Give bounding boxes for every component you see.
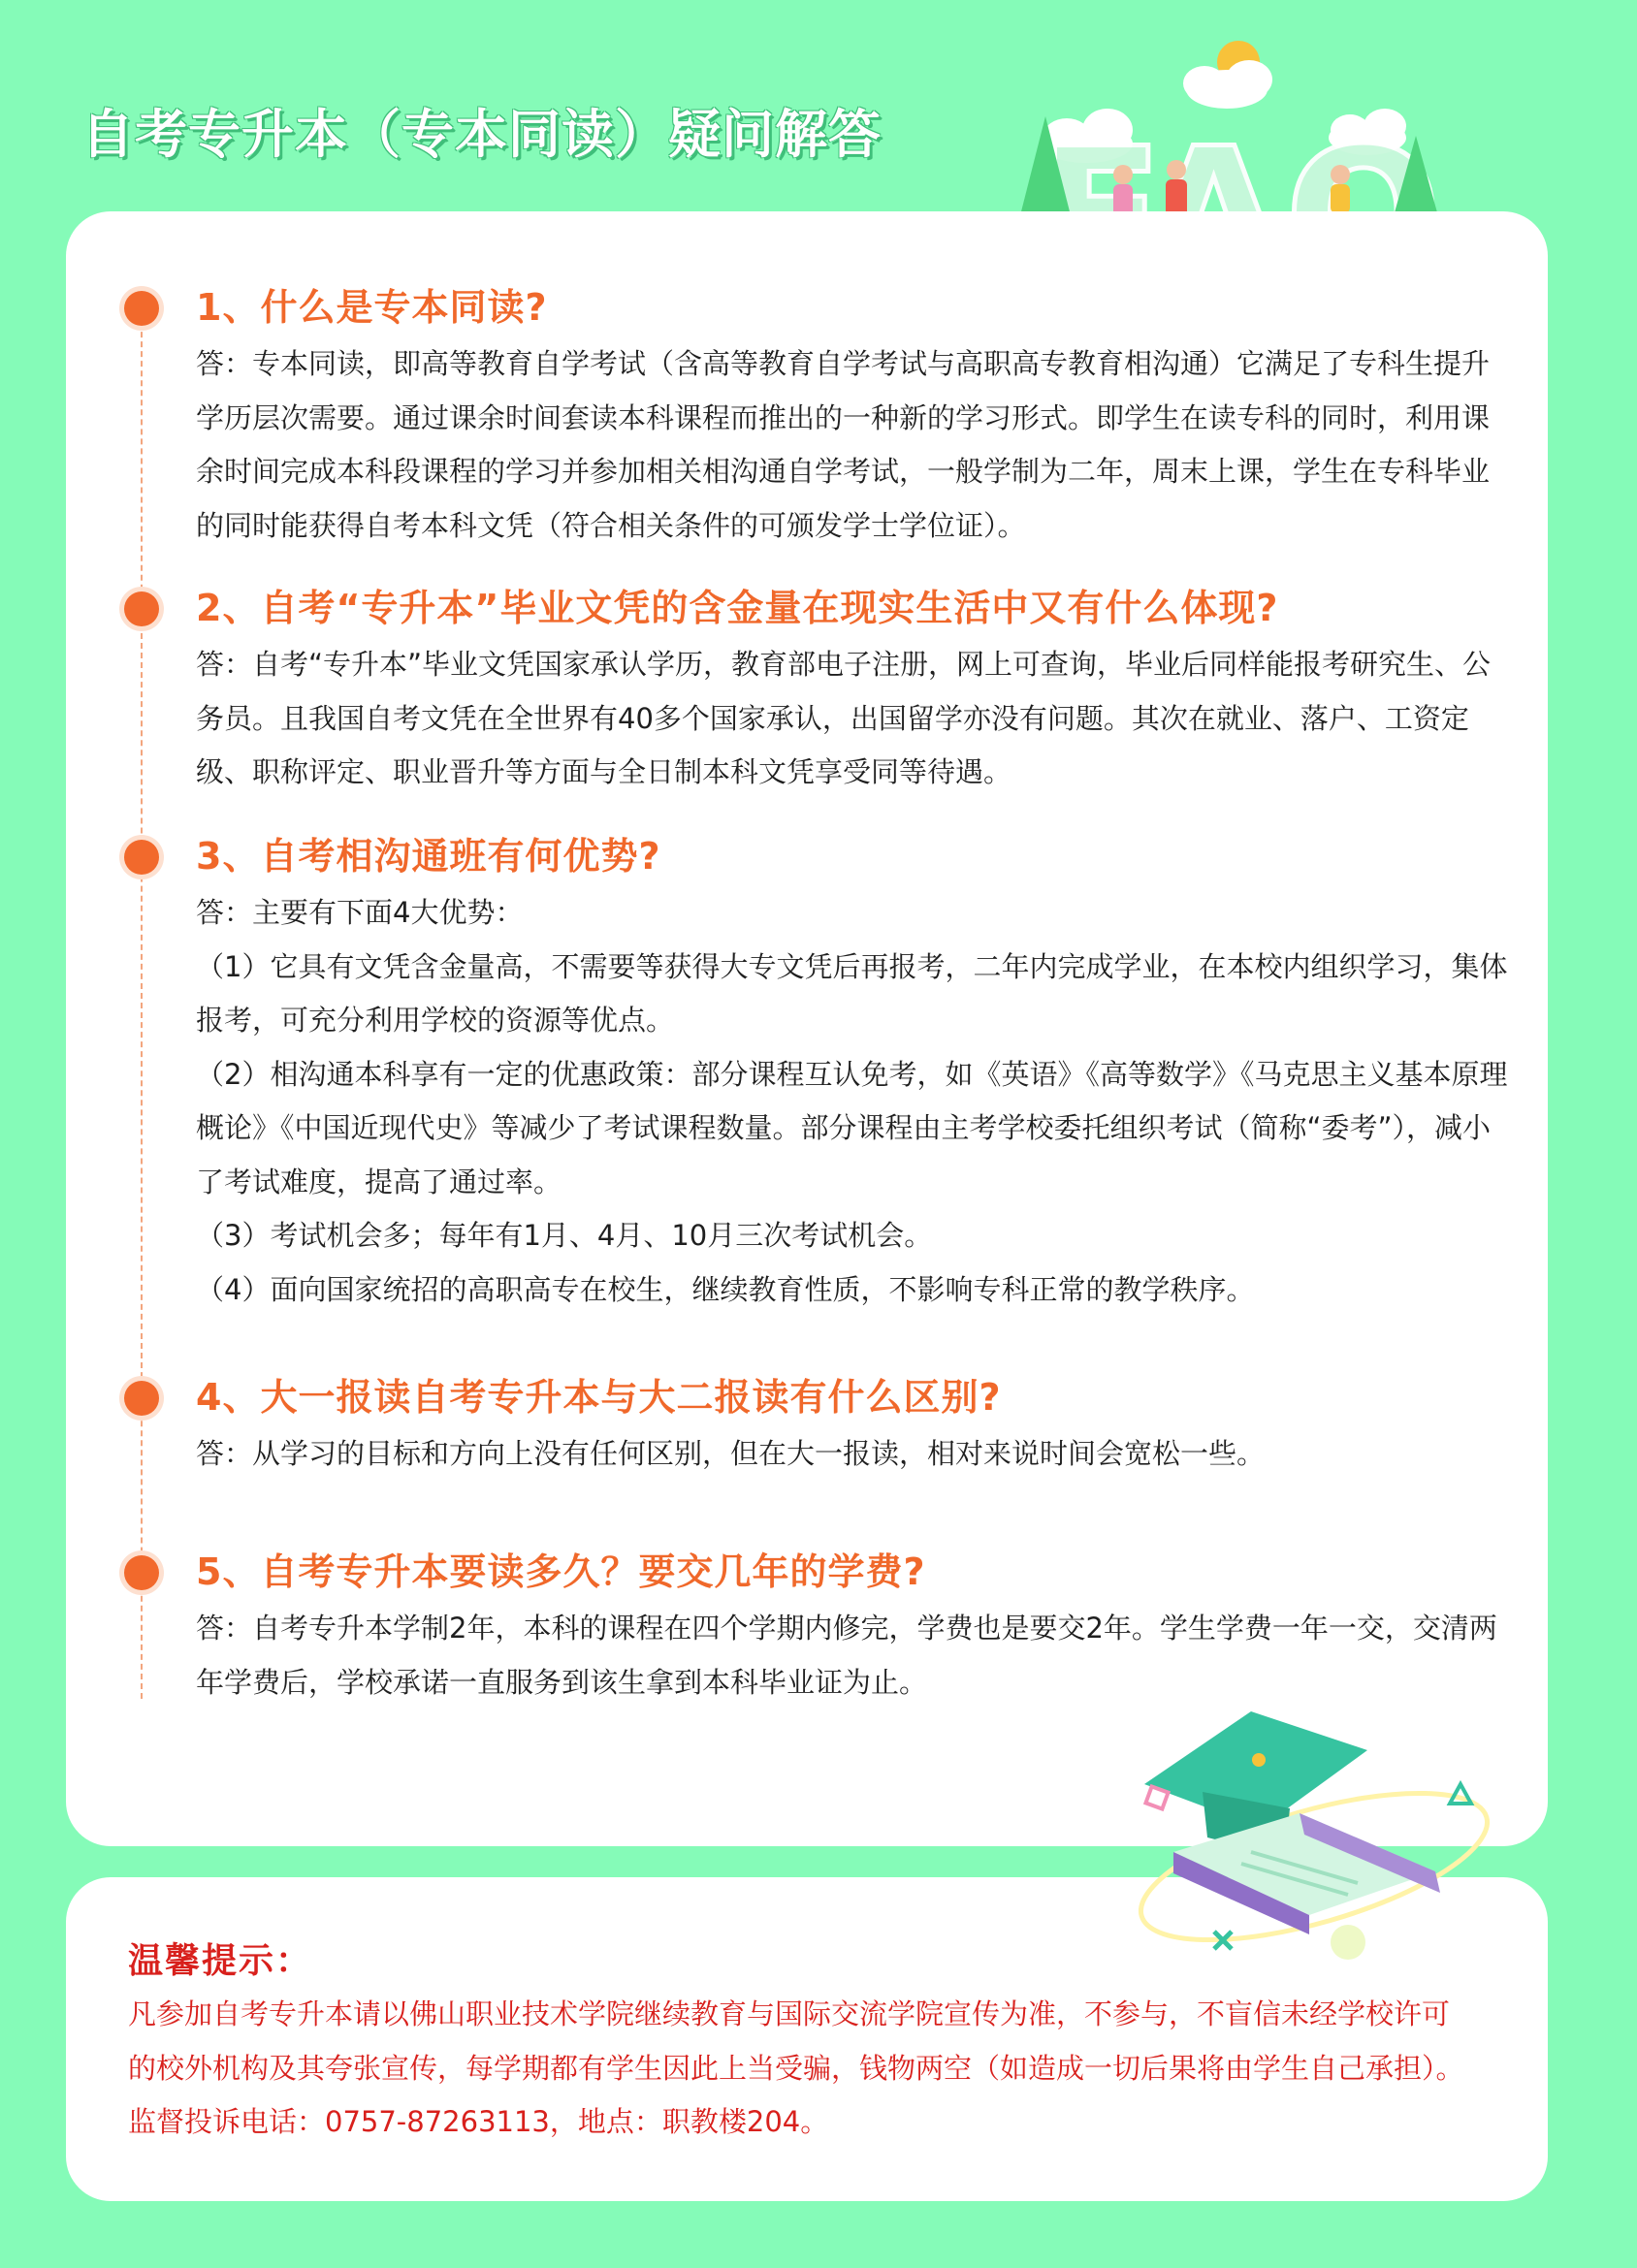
answer-paragraph: （4）面向国家统招的高职高专在校生，继续教育性质，不影响专科正常的教学秩序。 bbox=[196, 1272, 1255, 1306]
bullet-dot-icon bbox=[124, 1381, 159, 1416]
answer-paragraph: 答：从学习的目标和方向上没有任何区别，但在大一报读，相对来说时间会宽松一些。 bbox=[196, 1437, 1266, 1470]
faq-item bbox=[124, 1367, 1501, 1482]
answer-paragraph: 答：自考专升本学制2年，本科的课程在四个学期内修完，学费也是要交2年。学生学费一年一交，交清两年学费后，学校承诺一直服务到该生拿到本科毕业证为止。 bbox=[196, 1612, 1497, 1699]
answer-text bbox=[196, 1427, 1515, 1482]
question-title: 2、自考“专升本”毕业文凭的含金量在现实生活中又有什么体现? bbox=[196, 587, 1279, 629]
bullet-dot-icon bbox=[124, 591, 159, 626]
question-title: 1、什么是专本同读? bbox=[196, 286, 548, 329]
answer-paragraph: 答：专本同读，即高等教育自学考试（含高等教育自学考试与高职高专教育相沟通）它满足了专科生提升学历层次需要。通过课余时间套读本科课程而推出的一种新的学习形式。即学生在读专科的同时，利用课余时间完成本科段课程的学习并参加相关相沟通自学考试，一般学制为二年，周末上课，学生在专科毕业的同时能获得自考本科文凭（符合相关条件的可颁发学士学位证）。 bbox=[196, 347, 1491, 542]
answer-text bbox=[196, 337, 1515, 553]
faq-item bbox=[124, 826, 1508, 1317]
bullet-dot-icon bbox=[124, 1555, 159, 1590]
answer-paragraph: （3）考试机会多；每年有1月、4月、10月三次考试机会。 bbox=[196, 1219, 933, 1252]
answer-text bbox=[196, 638, 1515, 800]
faq-item bbox=[124, 277, 1501, 553]
answer-text bbox=[196, 886, 1515, 1317]
bullet-dot-icon bbox=[124, 291, 159, 326]
answer-paragraph: （2）相沟通本科享有一定的优惠政策：部分课程互认免考，如《英语》《高等数学》《马克思主义基本原理概论》《中国近现代史》等减少了考试课程数量。部分课程由主考学校委托组织考试（简称“委考”），减小了考试难度，提高了通过率。 bbox=[196, 1057, 1508, 1198]
graduation-illustration bbox=[1106, 1668, 1493, 1978]
square-icon bbox=[1145, 1786, 1168, 1808]
tip-body: 凡参加自考专升本请以佛山职业技术学院继续教育与国际交流学院宣传为准，不参与，不盲信未经学校许可的校外机构及其夸张宣传，每学期都有学生因此上当受骗，钱物两空（如造成一切后果将由学生自己承担）。监督投诉电话：0757-87263113，地点：职教楼204。 bbox=[128, 1997, 1464, 2138]
tip-title: 温馨提示： bbox=[128, 1941, 313, 1981]
question-title: 4、大一报读自考专升本与大二报读有什么区别? bbox=[196, 1376, 1002, 1419]
page-title: 自考专升本（专本同读）疑问解答 bbox=[81, 104, 882, 165]
question-title: 3、自考相沟通班有何优势? bbox=[196, 835, 661, 878]
triangle-icon bbox=[1450, 1784, 1471, 1804]
answer-paragraph: 答：自考“专升本”毕业文凭国家承认学历，教育部电子注册，网上可查询，毕业后同样能报考研究生、公务员。且我国自考文凭在全世界有40多个国家承认，出国留学亦没有问题。其次在就业、落户、工资定级、职称评定、职业晋升等方面与全日制本科文凭享受同等待遇。 bbox=[196, 648, 1492, 788]
circle-icon bbox=[1331, 1925, 1365, 1960]
bullet-dot-icon bbox=[124, 840, 159, 875]
answer-paragraph: （1）它具有文凭含金量高，不需要等获得大专文凭后再报考，二年内完成学业，在本校内组织学习，集体报考，可充分利用学校的资源等优点。 bbox=[196, 949, 1508, 1037]
answer-paragraph: 答：主要有下面4大优势： bbox=[196, 896, 524, 929]
faq-item bbox=[124, 578, 1501, 800]
question-title: 5、自考专升本要读多久？要交几年的学费? bbox=[196, 1550, 926, 1593]
